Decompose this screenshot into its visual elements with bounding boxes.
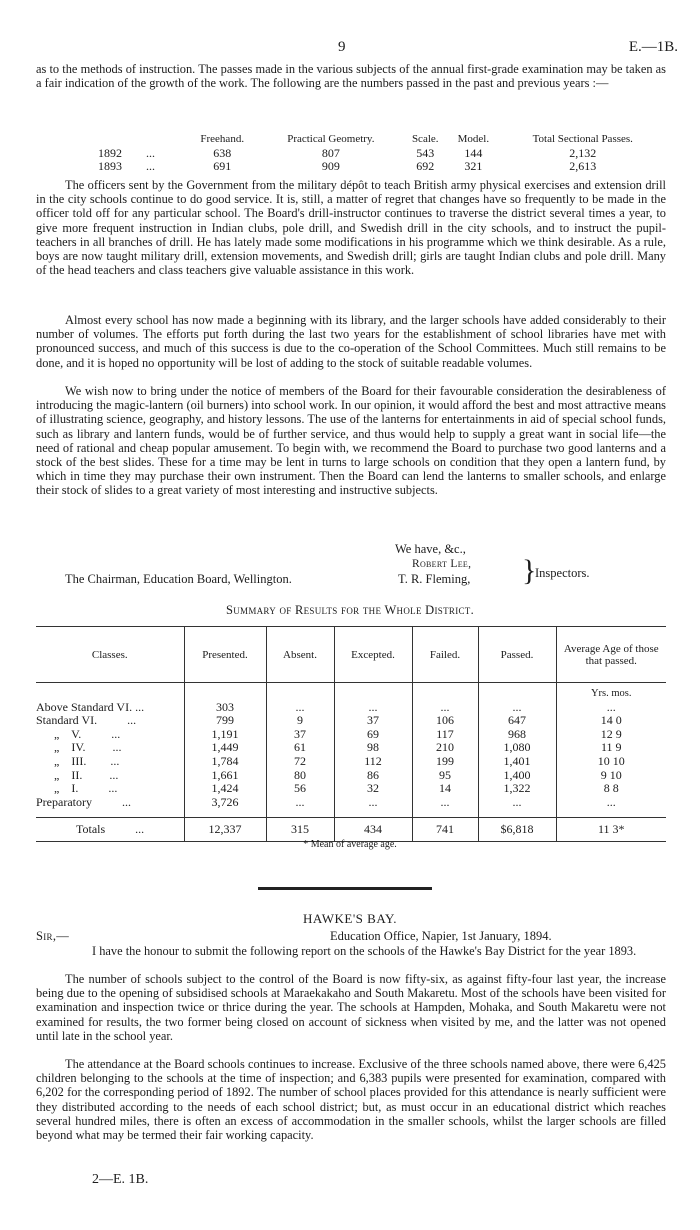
cell-model: 144 [464,145,483,160]
signature-brace: } [522,554,537,587]
spacer-cell [184,809,266,817]
col-freehand: Freehand. [200,133,245,145]
spacer-cell [266,809,334,817]
table-row [36,160,666,174]
col-presented: Presented. [184,627,266,683]
table-row [36,741,666,755]
col-practical-geometry: Practical Geometry. [287,133,375,145]
intro-paragraph: as to the methods of instruction. The passes made in the various subjects of the annual first-grade examination may be taken as a fair indication of the growth of the work. The following are the numbers passed in the past and previous years :— [36,62,666,91]
hawkes-bay-title: HAWKE'S BAY. [303,911,397,926]
cell-absent: 315 [266,817,334,841]
row-year: 1893 [98,159,122,173]
cell-age: 8 8 [556,782,666,796]
cell-presented: 799 [184,714,266,728]
footer-code: 2—E. 1B. [92,1172,149,1187]
age-unit-spacer [266,683,334,701]
table-row [36,755,666,769]
cell-absent: 9 [266,714,334,728]
col-failed: Failed. [412,627,478,683]
cell-excepted: 112 [334,755,412,769]
cell-age: ... [556,796,666,810]
cell-freehand: 638 [213,145,232,160]
passes-year-header [36,133,146,147]
cell-failed: 14 [412,782,478,796]
cell-total: 2,613 [569,159,597,173]
cell-passed: 1,080 [478,741,556,755]
cell-passed: $6,818 [478,817,556,841]
passes-table [36,133,666,174]
signature-role: Inspectors. [535,566,590,580]
passes-dots-header [146,133,186,147]
cell-excepted: 98 [334,741,412,755]
cell-age: 14 0 [556,714,666,728]
cell-failed: 106 [412,714,478,728]
cell-absent: ... [266,796,334,810]
table-row [36,769,666,783]
drill-paragraph: The officers sent by the Government from the military dépôt to teach British army physical exercises and extension drill in the city schools continue to do good service. It is, still, a matter of regret that changes have so frequently to be made in the officer told off for any particular school. The Board's drill-instructor continues to traverse the district several times a year, to give more frequent instruction in Indian clubs, pole drill, and Swedish drill in the city schools, and to instruct the pupil-teachers in all branches of drill. He has lately made some modifications in his programme which we think desirable. As a rule, boys are now taught military drill, extension movements, and Swedish drill; girls are taught Indian clubs and pole drill. Many of the head teachers and class teachers give valuable assistance in this work. [36,178,666,278]
cell-scale: 543 [416,145,435,160]
age-unit: Yrs. mos. [556,683,666,701]
cell-absent: 56 [266,782,334,796]
signature-name-2: T. R. Fleming, [398,572,471,586]
table-row [36,796,666,810]
cell-passed: 1,400 [478,769,556,783]
cell-passed: 968 [478,728,556,742]
age-unit-spacer [184,683,266,701]
cell-age: 11 3* [556,817,666,841]
cell-absent: 37 [266,728,334,742]
cell-freehand: 691 [213,159,232,173]
cell-geometry: 807 [321,145,340,160]
hawkes-bay-para-3: The attendance at the Board schools continues to increase. Exclusive of the three schools named above, there were 6,425 children belonging to the schools at the time of inspection; and 6,383 pupils were presented for examination, compared with 6,202 for the corresponding period of 1892. The number of school places provided for this attendance is nearly sufficient were they distributed according to the needs of each school district; but, as must occur in an educational district which reaches several hundred miles, there is often an excess of accommodation in the smaller schools, whilst the larger schools are filled beyond what may be termed their fair working capacity. [36,1057,666,1143]
cell-class: „ V. ... [36,726,121,741]
table-row [36,728,666,742]
cell-geometry: 909 [321,159,340,173]
row-dots: ... [146,159,155,173]
cell-age: 11 9 [556,741,666,755]
cell-presented: 1,661 [184,769,266,783]
cell-presented: 1,424 [184,782,266,796]
summary-title: Summary of Results for the Whole District. [225,603,475,617]
spacer-row [36,809,666,817]
table-row [36,714,666,728]
age-unit-spacer [334,683,412,701]
cell-passed: 1,322 [478,782,556,796]
cell-failed: ... [412,701,478,715]
row-dots: ... [146,145,155,160]
age-unit-spacer [478,683,556,701]
col-scale: Scale. [411,133,439,145]
cell-total: 2,132 [569,145,597,160]
cell-absent: ... [266,701,334,715]
cell-class: Standard VI. ... [36,713,137,728]
cell-class: Preparatory ... [36,794,131,809]
library-paragraph: Almost every school has now made a beginning with its library, and the larger schools have added considerably to their number of volumes. The efforts put forth during the last two years for the establishment of school libraries have met with pronounced success, and much of this success is due to the co-operation of the School Committees. Much still remains to be done, and it is hoped no opportunity will be lost of adding to the stock of suitable readable volumes. [36,313,666,370]
cell-absent: 72 [266,755,334,769]
salutation: Sir,— [36,929,70,943]
table-row [36,147,666,161]
age-unit-spacer [36,683,184,701]
cell-model: 321 [464,159,483,173]
cell-presented: 303 [184,701,266,715]
cell-excepted: ... [334,796,412,810]
cell-excepted: ... [334,701,412,715]
cell-failed: ... [412,796,478,810]
hawkes-bay-para-2: The number of schools subject to the control of the Board is now fifty-six, as against fifty-four last year, the increase being due to the opening of subsidised schools at Maraekakaho and South Makaretu. Most of the schools have been visited for examination and inspection twice or thrice during the year. The schools at Hampden, Mohaka, and South Makaretu were not examined for results, the two former being closed on account of sickness when visited by me, and the latter was not opened until late in the school year. [36,972,666,1043]
cell-presented: 3,726 [184,796,266,810]
lantern-paragraph: We wish now to bring under the notice of members of the Board for their favourable consideration the desirableness of introducing the magic-lantern (oil burners) into school work. In our opinion, it would afford the best and most attractive means of illustrating science, geography, and history lessons. The use of the lanterns for entertainments in aid of special school funds, such as library and lantern funds, would be of further service, and thus would help to supply a great want in social life—the need of rational and cheap popular amusement. To begin with, we recommend the Board to purchase two good lanterns and a stock of the best slides. These for a time may be lent in turns to large schools on condition that they open a lantern fund, by which in time they may purchase their own instrument. Then the Board can lend the lanterns to smaller schools, and enlarge their stock of slides to a great variety of most interesting and instructive subjects. [36,384,666,498]
cell-presented: 1,449 [184,741,266,755]
cell-failed: 199 [412,755,478,769]
page-number: 9 [338,39,346,55]
cell-class: Totals ... [36,817,184,841]
col-passed: Passed. [478,627,556,683]
cell-class: Above Standard VI. ... [36,699,145,714]
cell-excepted: 86 [334,769,412,783]
spacer-cell [556,809,666,817]
cell-failed: 95 [412,769,478,783]
col-total-sectional: Total Sectional Passes. [532,133,633,145]
cell-excepted: 32 [334,782,412,796]
document-code: E.—1B. [628,39,678,55]
cell-scale: 692 [416,159,435,173]
cell-age: ... [556,701,666,715]
addressee: The Chairman, Education Board, Wellington. [65,572,292,586]
spacer-cell [412,809,478,817]
cell-passed: ... [478,701,556,715]
spacer-cell [478,809,556,817]
cell-excepted: 69 [334,728,412,742]
col-excepted: Excepted. [334,627,412,683]
row-year: 1892 [98,145,122,160]
cell-presented: 1,784 [184,755,266,769]
table-row [36,782,666,796]
col-absent: Absent. [266,627,334,683]
cell-excepted: 434 [334,817,412,841]
cell-absent: 61 [266,741,334,755]
hawkes-bay-para-1: I have the honour to submit the following report on the schools of the Hawke's Bay District for the year 1893. [92,944,637,958]
cell-absent: 80 [266,769,334,783]
age-unit-row [36,683,666,701]
spacer-cell [334,809,412,817]
table-row [36,701,666,715]
col-classes: Classes. [36,627,184,683]
signature-name-1: Robert Lee, [412,558,472,570]
cell-age: 12 9 [556,728,666,742]
cell-class: „ I. ... [36,781,118,796]
col-average-age: Average Age of those that passed. [556,627,666,683]
cell-failed: 210 [412,741,478,755]
spacer-cell [36,809,184,817]
summary-table [36,626,666,842]
age-unit-spacer [412,683,478,701]
section-divider [258,887,432,890]
signature-closing: We have, &c., [395,542,466,556]
cell-class: „ IV. ... [36,740,122,755]
cell-failed: 117 [412,728,478,742]
cell-failed: 741 [412,817,478,841]
cell-class: „ II. ... [36,767,119,782]
dateline: Education Office, Napier, 1st January, 1894. [330,929,552,943]
cell-presented: 12,337 [184,817,266,841]
cell-age: 10 10 [556,755,666,769]
cell-age: 9 10 [556,769,666,783]
col-model: Model. [457,133,490,145]
cell-passed: 647 [478,714,556,728]
cell-excepted: 37 [334,714,412,728]
cell-passed: 1,401 [478,755,556,769]
cell-passed: ... [478,796,556,810]
cell-class: „ III. ... [36,753,120,768]
summary-footnote: * Mean of average age. [303,839,397,850]
cell-presented: 1,191 [184,728,266,742]
